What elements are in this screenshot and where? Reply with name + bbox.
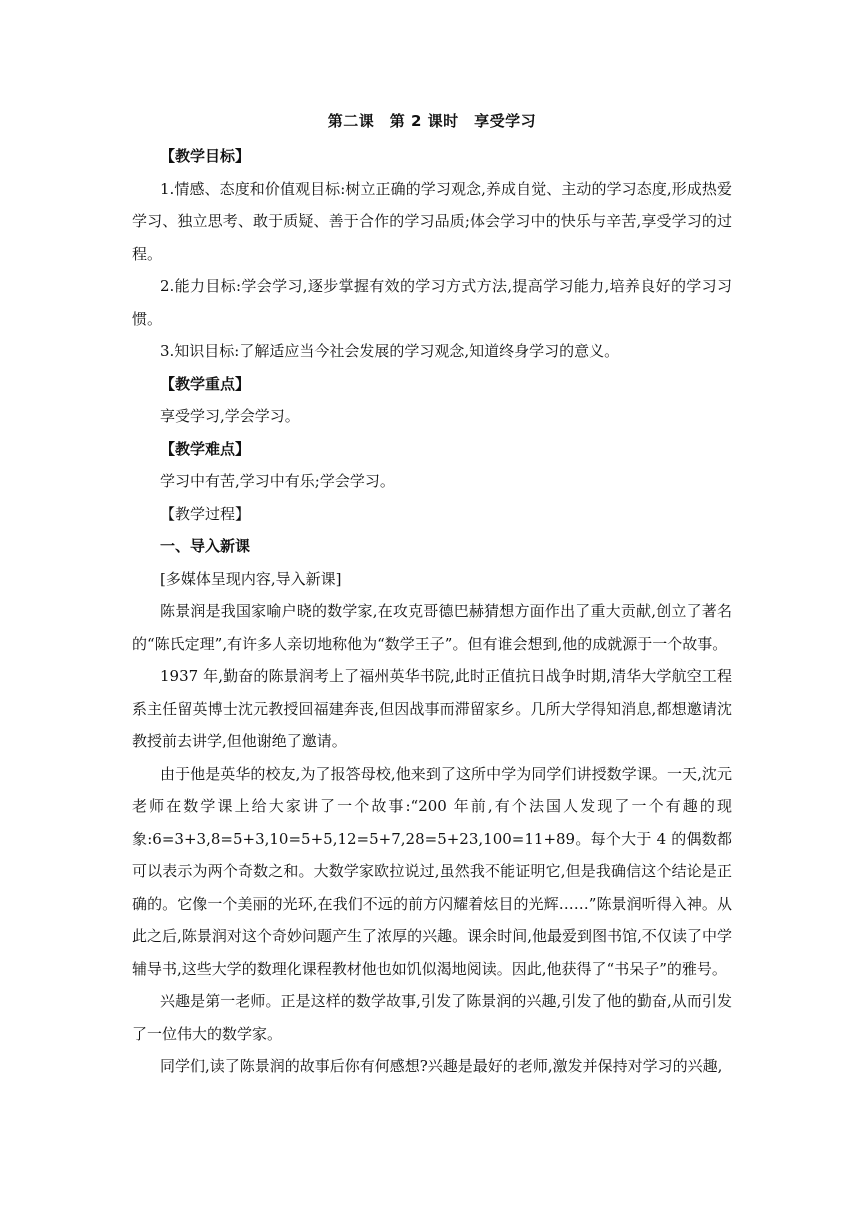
body-paragraph: 1937 年,勤奋的陈景润考上了福州英华书院,此时正值抗日战争时期,清华大学航空工程系主任留英博士沈元教授回福建奔丧,但因战事而滞留家乡。几所大学得知消息,都想邀请沈教授前去讲学,但他谢绝了邀请。 [132, 667, 732, 750]
body-paragraph: 同学们,读了陈景润的故事后你有何感想?兴趣是最好的老师,激发并保持对学习的兴趣, [160, 1057, 723, 1075]
body-paragraph: 陈景润是我国家喻户晓的数学家,在攻克哥德巴赫猜想方面作出了重大贡献,创立了著名的“陈氏定理”,有许多人亲切地称他为“数学王子”。但有谁会想到,他的成就源于一个故事。 [132, 602, 732, 653]
section-heading-key-points: 【教学重点】 [160, 374, 251, 393]
key-points-paragraph: 享受学习,学会学习。 [160, 407, 300, 425]
body-paragraph: 由于他是英华的校友,为了报答母校,他来到了这所中学为同学们讲授数学课。一天,沈元老师在数学课上给大家讲了一个故事:“200 年前,有个法国人发现了一个有趣的现象:6=3+3,8=5+3,10=5+5,12=5+7,28=5+23,100=11+89。每个大于 4 的偶数都可以表示为两个奇数之和。大数学家欧拉说过,虽然我不能证明它,但是我确信这个结论是正确的。它像一个美丽的光环,在我们不远的前方闪耀着炫目的光辉……”陈景润听得入神。从此之后,陈景润对这个奇妙问题产生了浓厚的兴趣。课余时间,他最爱到图书馆,不仅读了中学辅导书,这些大学的数理化课程教材他也如饥似渴地阅读。因此,他获得了“书呆子”的雅号。 [132, 764, 732, 978]
section-heading-objectives: 【教学目标】 [160, 147, 251, 165]
section-heading-difficulties: 【教学难点】 [160, 439, 251, 458]
objective-paragraph-3: 3.知识目标:了解适应当今社会发展的学习观念,知道终身学习的意义。 [160, 342, 620, 360]
difficulties-paragraph: 学习中有苦,学习中有乐;学会学习。 [160, 472, 395, 490]
document-title: 第二课 第 2 课时 享受学习 [327, 112, 537, 130]
document-page [132, 108, 732, 1083]
objective-paragraph-2: 2.能力目标:学会学习,逐步掌握有效的学习方式方法,提高学习能力,培养良好的学习习惯。 [132, 277, 732, 328]
body-paragraph: 兴趣是第一老师。正是这样的数学故事,引发了陈景润的兴趣,引发了他的勤奋,从而引发了一位伟大的数学家。 [132, 992, 732, 1043]
section-heading-process: 【教学过程】 [160, 504, 251, 523]
objective-paragraph-1: 1.情感、态度和价值观目标:树立正确的学习观念,养成自觉、主动的学习态度,形成热爱学习、独立思考、敢于质疑、善于合作的学习品质;体会学习中的快乐与辛苦,享受学习的过程。 [132, 179, 732, 263]
subsection-heading-intro: 一、导入新课 [160, 537, 251, 555]
body-paragraph: [多媒体呈现内容,导入新课] [160, 569, 342, 588]
